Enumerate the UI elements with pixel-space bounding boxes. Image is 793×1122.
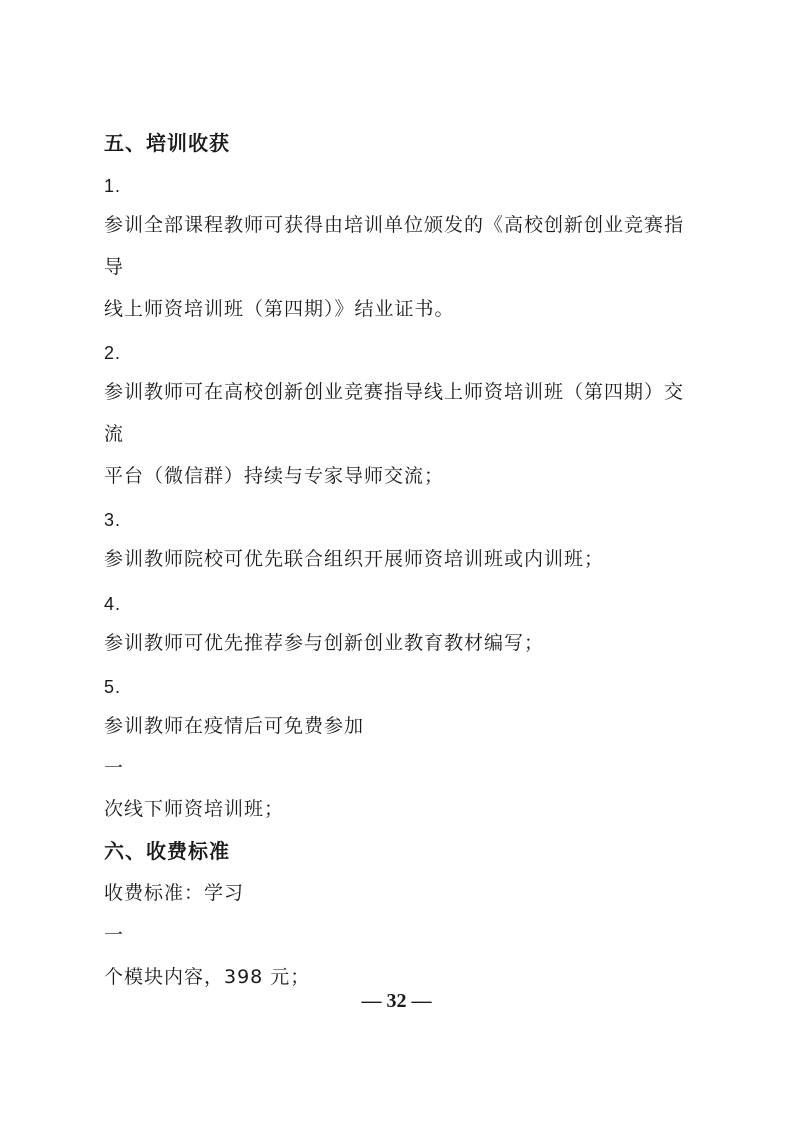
item-2-number: 2.: [104, 343, 122, 363]
item-5-text-line-2: 一: [104, 757, 125, 779]
fee-text-line-2: 一: [104, 924, 125, 946]
section-5-heading: 五、培训收获: [104, 131, 230, 155]
item-2-text-line-3: 平台（微信群）持续与专家导师交流；: [104, 465, 445, 487]
item-1-text-line-1: 参训全部课程教师可获得由培训单位颁发的《高校创新创业竞赛指: [104, 214, 685, 236]
section-6-heading: 六、收费标准: [104, 839, 230, 863]
item-4-text-line-1: 参训教师可优先推荐参与创新创业教育教材编写；: [104, 632, 545, 654]
item-5-text-line-3: 次线下师资培训班；: [104, 798, 285, 820]
item-4-number: 4.: [104, 594, 122, 614]
item-2-text-line-2: 流: [104, 423, 125, 445]
item-1-text-line-3: 线上师资培训班（第四期）》结业证书。: [104, 298, 455, 320]
item-5-number: 5.: [104, 677, 122, 697]
item-3-text-line-1: 参训教师院校可优先联合组织开展师资培训班或内训班；: [104, 548, 605, 570]
item-1-text-line-2: 导: [104, 256, 125, 278]
page-number: — 32 —: [361, 990, 432, 1012]
fee-text-line-3: 个模块内容，398 元；: [104, 966, 311, 988]
item-1-number: 1.: [104, 176, 122, 196]
item-3-number: 3.: [104, 510, 122, 530]
item-2-text-line-1: 参训教师可在高校创新创业竞赛指导线上师资培训班（第四期）交: [104, 381, 685, 403]
fee-text-line-1: 收费标准：学习: [104, 882, 245, 904]
item-5-text-line-1: 参训教师在疫情后可免费参加: [104, 715, 365, 737]
